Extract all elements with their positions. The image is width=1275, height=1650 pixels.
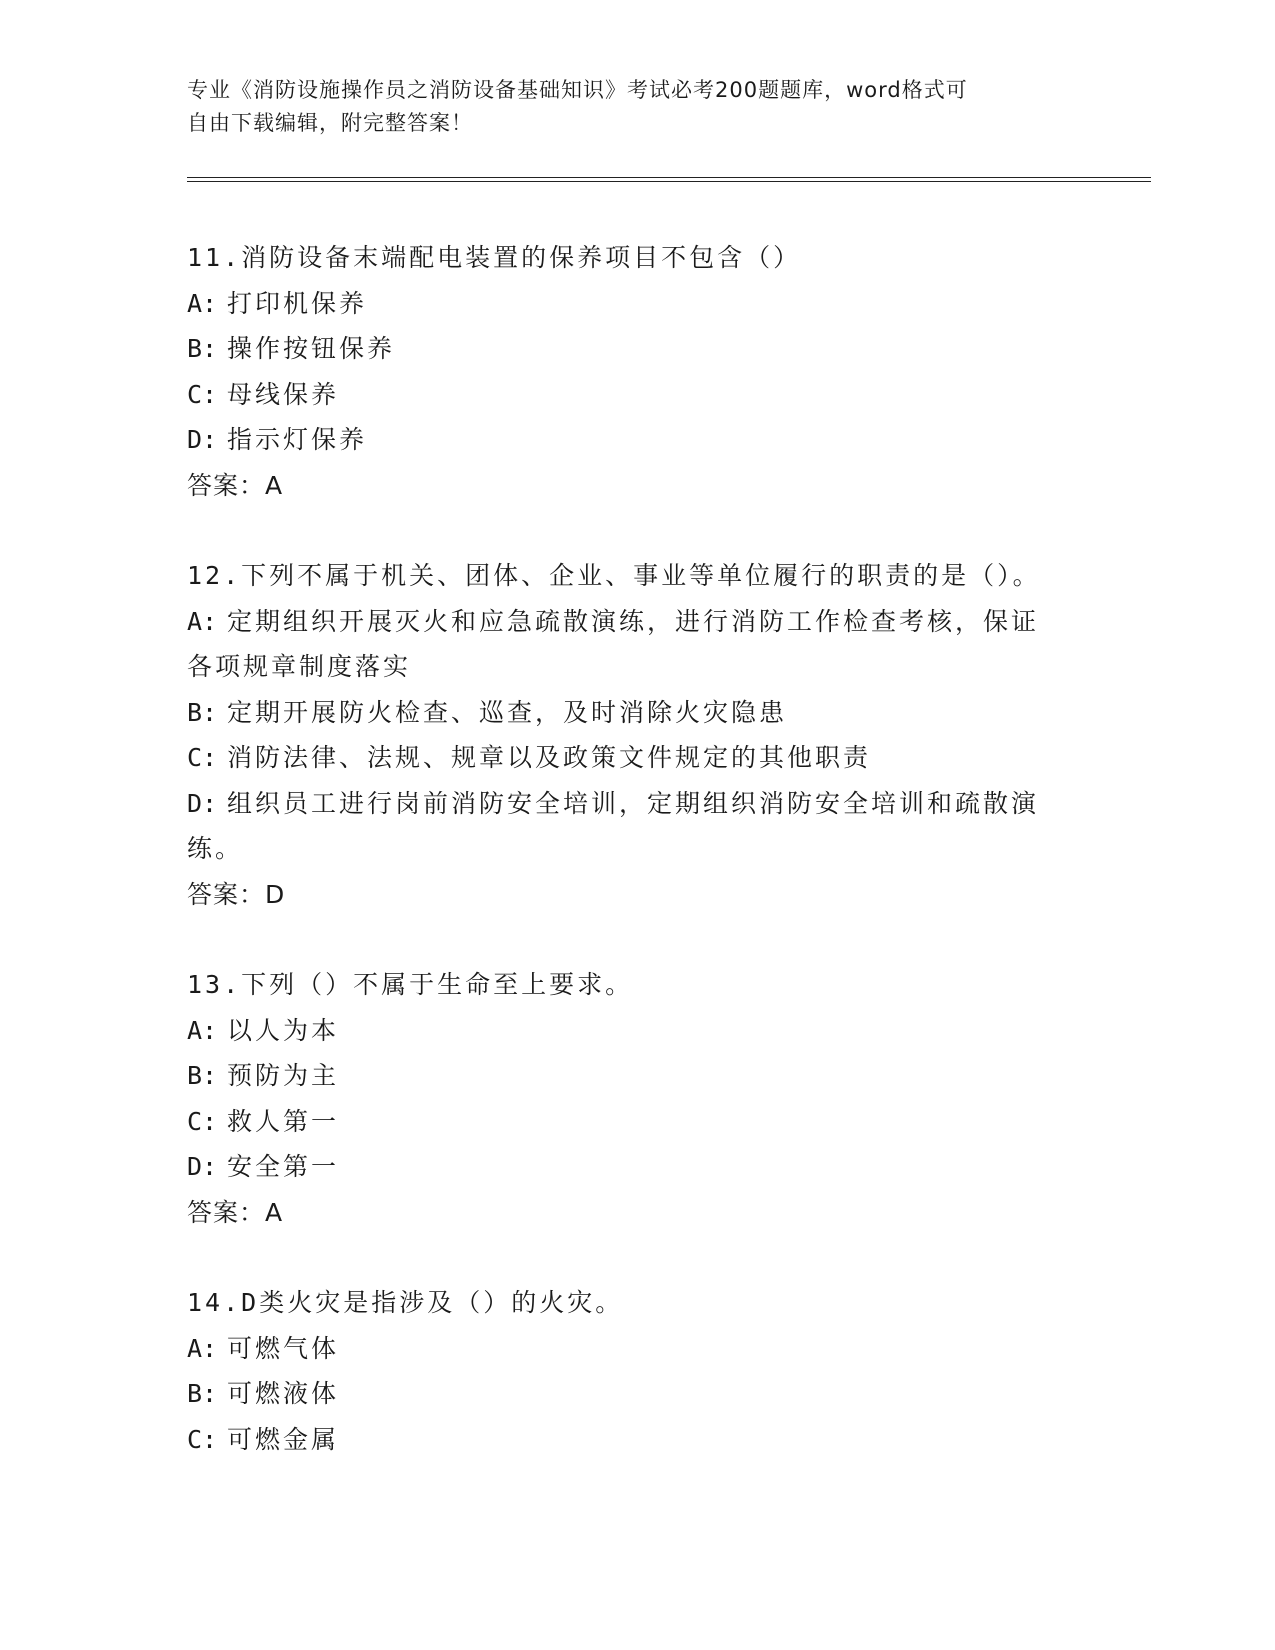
question-stem: 13.下列（）不属于生命至上要求。 bbox=[187, 970, 634, 999]
question-stem: 14.D类火灾是指涉及（）的火灾。 bbox=[187, 1288, 624, 1317]
option-key: C: bbox=[187, 379, 218, 409]
header-divider-top bbox=[187, 177, 1151, 178]
header-line-2: 自由下载编辑，附完整答案！ bbox=[187, 111, 473, 135]
question-stem: 12.下列不属于机关、团体、企业、事业等单位履行的职责的是（）。 bbox=[187, 561, 1041, 590]
option-a bbox=[187, 281, 1087, 327]
option-d bbox=[187, 781, 1087, 827]
option-text: 救人第一 bbox=[227, 1106, 340, 1136]
option-b bbox=[187, 326, 1087, 372]
option-c bbox=[187, 735, 1087, 781]
option-key: A: bbox=[187, 606, 218, 636]
option-a bbox=[187, 599, 1087, 645]
option-b bbox=[187, 690, 1087, 736]
option-text: 可燃液体 bbox=[227, 1379, 340, 1408]
option-key: D: bbox=[187, 425, 218, 454]
question-12 bbox=[187, 553, 1087, 917]
option-key: B: bbox=[187, 334, 218, 363]
option-d-continued: 练。 bbox=[187, 834, 244, 863]
option-key: D: bbox=[187, 788, 218, 818]
option-text: 组织员工进行岗前消防安全培训，定期组织消防安全培训和疏散演 bbox=[227, 788, 1040, 818]
option-text: 消防法律、法规、规章以及政策文件规定的其他职责 bbox=[227, 743, 872, 772]
option-text: 可燃金属 bbox=[227, 1424, 340, 1454]
option-key: C: bbox=[187, 1424, 218, 1454]
option-d bbox=[187, 1144, 1087, 1190]
header-divider-bottom bbox=[187, 181, 1151, 182]
option-key: B: bbox=[187, 1379, 218, 1408]
header-line-1: 专业《消防设施操作员之消防设备基础知识》考试必考200题题库，word格式可 bbox=[187, 78, 968, 102]
option-text: 操作按钮保养 bbox=[227, 334, 396, 363]
option-key: D: bbox=[187, 1152, 218, 1181]
option-b bbox=[187, 1371, 1087, 1417]
option-text: 母线保养 bbox=[227, 379, 340, 409]
option-c bbox=[187, 1099, 1087, 1145]
option-text: 指示灯保养 bbox=[227, 425, 368, 454]
option-text: 安全第一 bbox=[227, 1152, 340, 1181]
option-text: 预防为主 bbox=[227, 1061, 340, 1090]
question-stem: 11.消防设备末端配电装置的保养项目不包含（） bbox=[187, 243, 802, 272]
option-c bbox=[187, 1417, 1087, 1463]
question-11 bbox=[187, 235, 1087, 508]
question-14 bbox=[187, 1280, 1087, 1462]
option-a bbox=[187, 1008, 1087, 1054]
answer: 答案：A bbox=[187, 1197, 284, 1227]
option-key: A: bbox=[187, 1015, 218, 1045]
option-key: C: bbox=[187, 743, 218, 772]
option-d bbox=[187, 417, 1087, 463]
option-text: 定期开展防火检查、巡查，及时消除火灾隐患 bbox=[227, 697, 788, 727]
option-c bbox=[187, 372, 1087, 418]
option-text: 可燃气体 bbox=[227, 1333, 340, 1363]
option-key: A: bbox=[187, 288, 218, 318]
option-a-continued: 各项规章制度落实 bbox=[187, 652, 412, 681]
option-a bbox=[187, 1326, 1087, 1372]
option-text: 定期组织开展灭火和应急疏散演练，进行消防工作检查考核，保证 bbox=[227, 606, 1040, 636]
option-text: 打印机保养 bbox=[227, 288, 368, 318]
answer: 答案：D bbox=[187, 879, 286, 909]
question-list bbox=[187, 235, 1087, 1507]
option-key: B: bbox=[187, 1061, 218, 1090]
option-key: B: bbox=[187, 697, 218, 727]
answer: 答案：A bbox=[187, 470, 284, 500]
option-key: C: bbox=[187, 1106, 218, 1136]
option-b bbox=[187, 1053, 1087, 1099]
question-13 bbox=[187, 962, 1087, 1235]
option-key: A: bbox=[187, 1333, 218, 1363]
option-text: 以人为本 bbox=[227, 1015, 340, 1045]
document-header bbox=[187, 74, 1087, 140]
